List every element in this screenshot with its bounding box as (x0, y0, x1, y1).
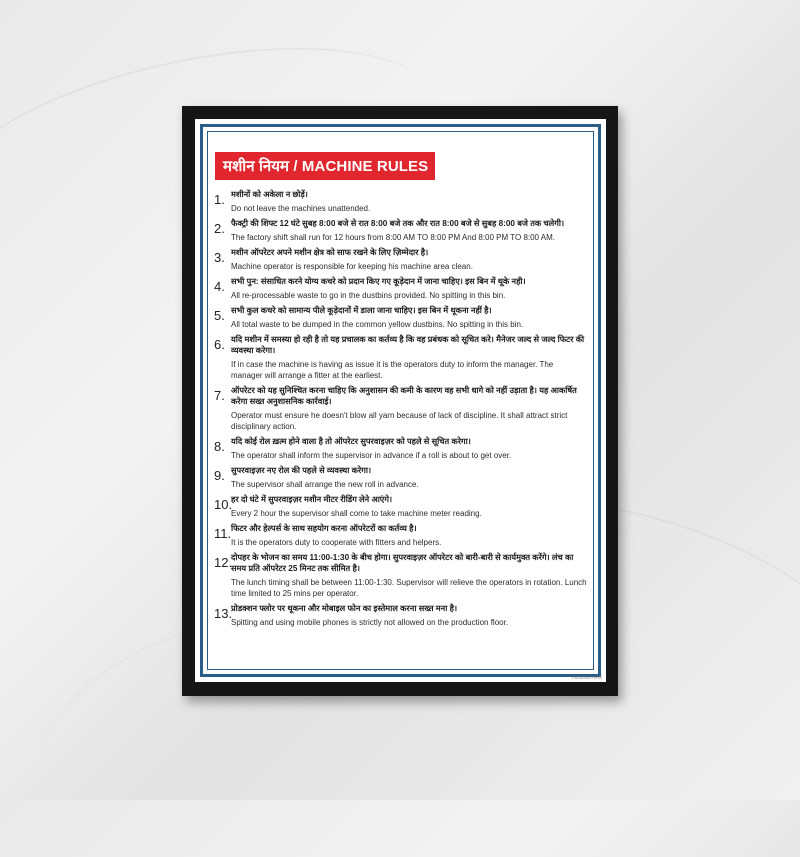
rule-hindi-text: फिटर और हेल्पर्स के साथ सहयोग करना ऑपरेटरों का कर्तव्य है। (231, 524, 417, 533)
rule-item (214, 494, 587, 519)
rule-number: 9. (214, 468, 225, 483)
rule-hindi-text: यदि कोई रोल ख़त्म होने वाला है तो ऑपरेटर सुपरवाइज़र को पहले से सूचित करेगा। (231, 437, 471, 446)
rule-body (231, 385, 587, 432)
rule-item (214, 436, 587, 461)
rule-item (214, 465, 587, 490)
rule-hindi-text: सुपरवाइज़र नए रोल की पहले से व्यवस्था करेगा। (231, 466, 372, 475)
rules-list (214, 189, 587, 628)
rule-body (231, 189, 587, 214)
rule-hindi-text: ऑपरेटर को यह सुनिश्चित करना चाहिए कि अनुशासन की कमी के कारण वह सभी धागे को नहीं उड़ाता है। यह आकर्षित करेगा सख्त अनुशासनिक कार्रवाई। (231, 386, 577, 406)
rule-body (231, 494, 587, 519)
rule-hindi-text: सभी पुन: संसाधित करने योग्य कचरे को प्रदान किए गए कूड़ेदान में जाना चाहिए। इस बिन में थूके नही। (231, 277, 526, 286)
rule-body (231, 276, 587, 301)
rule-hindi-text: फैक्ट्री की शिफ्ट 12 घंटे सुबह 8:00 बजे से रात 8:00 बजे तक और रात 8:00 बजे से सुबह 8:00 बजे तक चलेगी। (231, 219, 565, 228)
poster-border (200, 124, 601, 677)
rule-item (214, 385, 587, 432)
rule-number: 8. (214, 439, 225, 454)
rule-english-text: Spitting and using mobile phones is strictly not allowed on the production floor. (231, 618, 509, 627)
rule-item (214, 218, 587, 243)
picture-frame (182, 106, 618, 696)
rule-english-text: The operator shall inform the supervisor in advance if a roll is about to get over. (231, 451, 512, 460)
rule-english-text: The lunch timing shall be between 11:00-1:30. Supervisor will relieve the operators in rotation. Lunch time limited to 25 mins per operator. (231, 578, 587, 598)
poster-content (207, 131, 594, 670)
poster-title: मशीन नियम / MACHINE RULES (215, 152, 435, 180)
rule-number: 7. (214, 388, 225, 403)
rule-item (214, 189, 587, 214)
rule-english-text: The supervisor shall arrange the new roll in advance. (231, 480, 419, 489)
rule-body (231, 436, 587, 461)
rule-body (231, 305, 587, 330)
rule-body (231, 552, 587, 599)
rule-body (231, 334, 587, 381)
rule-item (214, 305, 587, 330)
rule-number: 3. (214, 250, 225, 265)
rule-number: 11. (214, 526, 232, 541)
rule-item (214, 334, 587, 381)
rule-english-text: If in case the machine is having as issue it is the operators duty to inform the manager. The manager will arrange a fitter at the earliest. (231, 360, 554, 380)
rule-hindi-text: मशीन ऑपरेटर अपने मशीन क्षेत्र को साफ रखने के लिए ज़िम्मेदार है। (231, 248, 429, 257)
footer-code: PROD0249-P0P03 (572, 676, 602, 680)
rule-item (214, 247, 587, 272)
rule-hindi-text: सभी कुल कचरे को सामान्य पीले कूड़ेदानों में डाला जाना चाहिए। इस बिन में थूकना नहीं है। (231, 306, 492, 315)
rule-item (214, 552, 587, 599)
rule-number: 10. (214, 497, 233, 512)
rule-number: 6. (214, 337, 225, 352)
rule-english-text: Do not leave the machines unattended. (231, 204, 371, 213)
rule-number: 5. (214, 308, 225, 323)
rule-hindi-text: यदि मशीन में समस्या हो रही है तो यह प्रचालक का कर्तव्य है कि वह प्रबंधक को सूचित करे। मैनेजर जल्द से जल्द फिटर की व्यवस्था करेगा। (231, 335, 585, 355)
rule-hindi-text: हर दो घंटे में सुपरवाइज़र मशीन मीटर रीडिंग लेने आएंगे। (231, 495, 393, 504)
rule-hindi-text: प्रोडक्शन फ्लोर पर थूकना और मोबाइल फोन का इस्तेमाल करना सख्त मना है। (231, 604, 458, 613)
rule-item (214, 523, 587, 548)
rule-hindi-text: दोपहर के भोजन का समय 11:00-1:30 के बीच होगा। सुपरवाइज़र ऑपरेटर को बारी-बारी से कार्यमुक्त करेंगे। लंच का समय प्रति ऑपरेटर 25 मिनट तक सीमित है। (231, 553, 574, 573)
rule-item (214, 276, 587, 301)
poster (195, 119, 606, 682)
rule-english-text: All re-processable waste to go in the dustbins provided. No spitting in this bin. (231, 291, 506, 300)
rule-body (231, 523, 587, 548)
rule-body (231, 218, 587, 243)
rule-number: 12. (214, 555, 233, 570)
rule-number: 13. (214, 606, 233, 621)
rule-english-text: The factory shift shall run for 12 hours from 8:00 AM TO 8:00 PM And 8:00 PM TO 8:00 AM. (231, 233, 556, 242)
rule-body (231, 465, 587, 490)
rule-english-text: It is the operators duty to cooperate with fitters and helpers. (231, 538, 442, 547)
rule-english-text: Machine operator is responsible for keeping his machine area clean. (231, 262, 473, 271)
rule-hindi-text: मशीनों को अकेला न छोड़ें। (231, 190, 308, 199)
rule-number: 2. (214, 221, 225, 236)
rule-english-text: Every 2 hour the supervisor shall come to take machine meter reading. (231, 509, 482, 518)
rule-item (214, 603, 587, 628)
rule-number: 1. (214, 192, 225, 207)
rule-body (231, 247, 587, 272)
rule-english-text: All total waste to be dumped in the common yellow dustbins. No spitting in this bin. (231, 320, 524, 329)
rule-body (231, 603, 587, 628)
rule-number: 4. (214, 279, 225, 294)
rule-english-text: Operator must ensure he doesn't blow all yarn because of lack of discipline. It shall attract strict disciplinary action. (231, 411, 568, 431)
